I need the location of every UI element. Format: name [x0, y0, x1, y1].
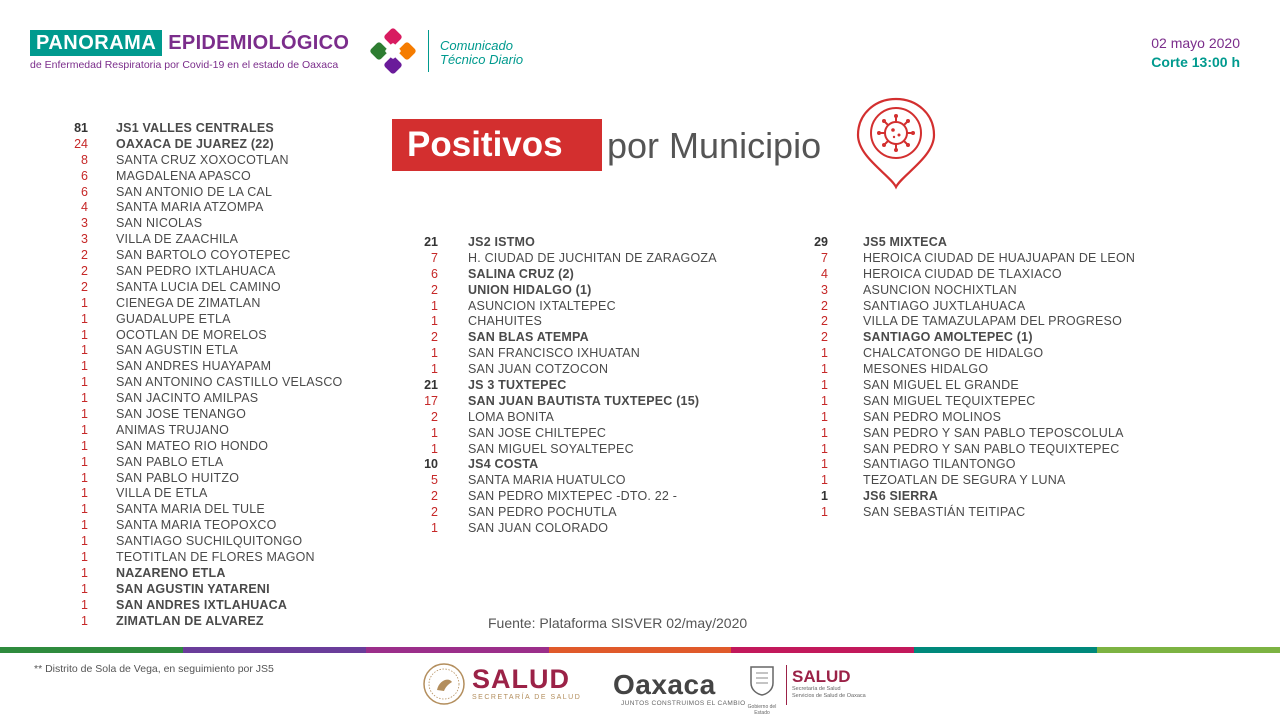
- case-count: 1: [431, 520, 438, 535]
- case-count: 1: [821, 505, 828, 520]
- municipio-name: SANTIAGO SUCHILQUITONGO: [116, 534, 303, 549]
- brand-subtitle: de Enfermedad Respiratoria por Covid-19 en el estado de Oaxaca: [30, 59, 339, 71]
- municipio-name: SAN ANTONINO CASTILLO VELASCO: [116, 375, 343, 390]
- stripe-segment: [366, 647, 549, 653]
- oaxaca-crest-icon: [745, 663, 779, 697]
- case-count: 2: [81, 263, 88, 278]
- municipio-row: [800, 329, 1135, 345]
- municipio-row: [60, 168, 342, 184]
- header-brand: [30, 30, 370, 71]
- comunicado-line2: Técnico Diario: [440, 52, 524, 67]
- municipio-row: [410, 298, 717, 314]
- municipio-row: [60, 517, 342, 533]
- municipio-name: SAN PEDRO IXTLAHUACA: [116, 263, 276, 278]
- municipio-row: [60, 215, 342, 231]
- municipio-name: CIENEGA DE ZIMATLAN: [116, 295, 261, 310]
- municipio-row: [410, 488, 717, 504]
- case-count: 10: [424, 457, 438, 472]
- municipio-name: SAN JUAN COLORADO: [468, 520, 609, 535]
- municipio-row: [60, 358, 342, 374]
- municipio-name: MESONES HIDALGO: [863, 362, 989, 377]
- case-count: 1: [81, 549, 88, 564]
- case-count: 21: [424, 234, 438, 249]
- municipio-name: H. CIUDAD DE JUCHITAN DE ZARAGOZA: [468, 250, 717, 265]
- municipio-name: SAN ANDRES HUAYAPAM: [116, 359, 272, 374]
- municipio-row: [800, 409, 1135, 425]
- district-row: [410, 456, 717, 472]
- case-count: 1: [81, 518, 88, 533]
- municipio-name: SAN ANTONIO DE LA CAL: [116, 184, 273, 199]
- municipio-name: CHALCATONGO DE HIDALGO: [863, 346, 1044, 361]
- case-count: 1: [81, 406, 88, 421]
- municipio-name: HEROICA CIUDAD DE HUAJUAPAN DE LEON: [863, 250, 1136, 265]
- case-count: 1: [81, 343, 88, 358]
- municipio-name: ASUNCION IXTALTEPEC: [468, 298, 616, 313]
- brand-title: [30, 30, 370, 56]
- municipio-row: [60, 184, 342, 200]
- case-count: 2: [431, 330, 438, 345]
- municipio-row: [800, 345, 1135, 361]
- municipio-name: SAN PEDRO Y SAN PABLO TEPOSCOLULA: [863, 425, 1124, 440]
- municipio-name: SAN SEBASTIÁN TEITIPAC: [863, 505, 1026, 520]
- stripe-segment: [0, 647, 183, 653]
- municipio-row: [60, 549, 342, 565]
- municipio-name: SAN JOSE TENANGO: [116, 406, 247, 421]
- municipio-row: [410, 441, 717, 457]
- municipio-row: [60, 470, 342, 486]
- municipio-name: VILLA DE ETLA: [116, 486, 208, 501]
- municipio-row: [60, 247, 342, 263]
- municipio-row: [800, 425, 1135, 441]
- municipio-name: TEZOATLAN DE SEGURA Y LUNA: [863, 473, 1066, 488]
- municipio-row: [410, 504, 717, 520]
- salud2-text: SALUD: [792, 667, 851, 686]
- mexico-seal-icon: [422, 662, 466, 706]
- municipio-row: [800, 361, 1135, 377]
- case-count: 1: [431, 425, 438, 440]
- case-count: 1: [431, 314, 438, 329]
- municipio-row: [60, 406, 342, 422]
- case-count: 1: [821, 393, 828, 408]
- case-count: 1: [81, 597, 88, 612]
- municipio-row: [800, 250, 1135, 266]
- municipio-row: [60, 390, 342, 406]
- municipio-row: [60, 565, 342, 581]
- comunicado-label: [440, 39, 523, 67]
- municipio-row: [410, 345, 717, 361]
- municipio-row: [410, 472, 717, 488]
- municipio-row: [800, 472, 1135, 488]
- municipio-name: ASUNCION NOCHIXTLAN: [863, 282, 1017, 297]
- case-count: 4: [821, 266, 828, 281]
- municipio-list-js2-js4: [410, 234, 717, 536]
- stripe-segment: [183, 647, 366, 653]
- case-count: 1: [821, 473, 828, 488]
- municipio-name: JS5 MIXTECA: [863, 234, 948, 249]
- municipio-row: [60, 438, 342, 454]
- municipio-name: JS1 VALLES CENTRALES: [116, 120, 274, 135]
- municipio-name: SAN PEDRO MOLINOS: [863, 409, 1002, 424]
- footer-divider: [786, 665, 787, 705]
- case-count: 1: [821, 425, 828, 440]
- header-divider: [428, 30, 429, 72]
- case-count: 1: [81, 470, 88, 485]
- oaxaca-slogan: JUNTOS CONSTRUIMOS EL CAMBIO: [621, 700, 746, 707]
- case-count: 7: [821, 250, 828, 265]
- municipio-row: [60, 374, 342, 390]
- case-count: 1: [431, 362, 438, 377]
- case-count: 5: [431, 473, 438, 488]
- municipio-name: SAN NICOLAS: [116, 216, 203, 231]
- municipio-name: SAN MIGUEL SOYALTEPEC: [468, 441, 634, 456]
- case-count: 3: [81, 232, 88, 247]
- municipio-row: [800, 313, 1135, 329]
- municipio-name: SAN JACINTO AMILPAS: [116, 391, 259, 406]
- case-count: 6: [81, 168, 88, 183]
- municipio-row: [60, 485, 342, 501]
- case-count: 1: [81, 375, 88, 390]
- report-date: [1151, 34, 1240, 72]
- municipio-name: NAZARENO ETLA: [116, 565, 226, 580]
- stripe-segment: [1097, 647, 1280, 653]
- municipio-name: VILLA DE TAMAZULAPAM DEL PROGRESO: [863, 314, 1122, 329]
- case-count: 3: [821, 282, 828, 297]
- municipio-name: SAN PEDRO POCHUTLA: [468, 505, 617, 520]
- municipio-row: [60, 533, 342, 549]
- case-count: 1: [821, 362, 828, 377]
- municipio-row: [800, 266, 1135, 282]
- oaxaca-logo: [613, 670, 746, 707]
- case-count: 2: [81, 279, 88, 294]
- municipio-row: [410, 361, 717, 377]
- municipio-row: [800, 456, 1135, 472]
- title-rest: por Municipio: [607, 125, 822, 166]
- municipio-name: SAN ANDRES IXTLAHUACA: [116, 597, 288, 612]
- case-count: 1: [431, 441, 438, 456]
- case-count: 1: [81, 565, 88, 580]
- municipio-list-js5-js6: [800, 234, 1135, 520]
- municipio-name: GUADALUPE ETLA: [116, 311, 231, 326]
- case-count: 1: [81, 613, 88, 628]
- gobierno-estado-logo: [745, 663, 779, 716]
- municipio-row: [410, 282, 717, 298]
- case-count: 1: [821, 377, 828, 392]
- municipio-row: [60, 422, 342, 438]
- municipio-name: SAN BLAS ATEMPA: [468, 330, 589, 345]
- municipio-name: SAN AGUSTIN YATARENI: [116, 581, 270, 596]
- brand-panorama: PANORAMA: [30, 30, 162, 56]
- case-count: 4: [81, 200, 88, 215]
- municipio-row: [800, 298, 1135, 314]
- case-count: 81: [74, 120, 88, 135]
- case-count: 8: [81, 152, 88, 167]
- municipio-name: SAN PABLO HUITZO: [116, 470, 240, 485]
- case-count: 1: [81, 422, 88, 437]
- municipio-name: SAN PABLO ETLA: [116, 454, 224, 469]
- municipio-name: LOMA BONITA: [468, 409, 555, 424]
- municipio-name: SALINA CRUZ (2): [468, 266, 575, 281]
- footnote: ** Distrito de Sola de Vega, en seguimiento por JS5: [34, 663, 274, 675]
- corte-text: Corte 13:00 h: [1151, 54, 1240, 70]
- municipio-name: SAN FRANCISCO IXHUATAN: [468, 346, 641, 361]
- municipio-name: VILLA DE ZAACHILA: [116, 232, 239, 247]
- case-count: 21: [424, 377, 438, 392]
- case-count: 1: [81, 486, 88, 501]
- stripe-segment: [731, 647, 914, 653]
- municipio-row: [60, 152, 342, 168]
- municipio-row: [60, 136, 342, 152]
- municipio-name: SAN MATEO RIO HONDO: [116, 438, 269, 453]
- case-count: 1: [431, 298, 438, 313]
- case-count: 17: [424, 393, 438, 408]
- municipio-row: [60, 263, 342, 279]
- municipio-row: [800, 393, 1135, 409]
- municipio-row: [410, 393, 717, 409]
- comunicado-line1: Comunicado: [440, 38, 513, 53]
- municipio-row: [60, 454, 342, 470]
- municipio-name: SAN MIGUEL EL GRANDE: [863, 377, 1019, 392]
- case-count: 2: [431, 505, 438, 520]
- municipio-row: [800, 441, 1135, 457]
- case-count: 7: [431, 250, 438, 265]
- municipio-name: SAN PEDRO Y SAN PABLO TEQUIXTEPEC: [863, 441, 1120, 456]
- municipio-row: [60, 295, 342, 311]
- case-count: 6: [431, 266, 438, 281]
- case-count: 1: [821, 457, 828, 472]
- municipio-name: JS 3 TUXTEPEC: [468, 377, 567, 392]
- panorama-logo-icon: [370, 28, 416, 74]
- municipio-row: [60, 501, 342, 517]
- municipio-list-js1: [60, 120, 342, 629]
- municipio-name: ZIMATLAN DE ALVAREZ: [116, 613, 264, 628]
- municipio-name: MAGDALENA APASCO: [116, 168, 251, 183]
- case-count: 2: [431, 282, 438, 297]
- municipio-row: [410, 313, 717, 329]
- district-row: [410, 377, 717, 393]
- district-row: [800, 234, 1135, 250]
- case-count: 1: [821, 441, 828, 456]
- municipio-name: SANTIAGO AMOLTEPEC (1): [863, 330, 1033, 345]
- date-text: 02 mayo 2020: [1151, 35, 1240, 51]
- case-count: 1: [431, 346, 438, 361]
- municipio-row: [60, 199, 342, 215]
- case-count: 1: [81, 295, 88, 310]
- municipio-name: SANTA MARIA TEOPOXCO: [116, 518, 277, 533]
- municipio-row: [410, 520, 717, 536]
- municipio-name: SANTIAGO TILANTONGO: [863, 457, 1016, 472]
- municipio-row: [60, 279, 342, 295]
- salud2-sub1: Secretaría de Salud: [792, 686, 841, 692]
- case-count: 29: [814, 234, 828, 249]
- municipio-name: SANTA MARIA HUATULCO: [468, 473, 626, 488]
- municipio-name: HEROICA CIUDAD DE TLAXIACO: [863, 266, 1062, 281]
- municipio-name: SAN PEDRO MIXTEPEC -DTO. 22 -: [468, 489, 678, 504]
- salud-federal-logo: [472, 664, 581, 701]
- source-note: Fuente: Plataforma SISVER 02/may/2020: [488, 615, 748, 631]
- municipio-row: [800, 377, 1135, 393]
- municipio-name: OCOTLAN DE MORELOS: [116, 327, 267, 342]
- case-count: 6: [81, 184, 88, 199]
- municipio-row: [60, 613, 342, 629]
- municipio-row: [60, 342, 342, 358]
- case-count: 1: [81, 581, 88, 596]
- case-count: 1: [81, 391, 88, 406]
- gobierno-caption: Gobierno del Estado: [747, 704, 777, 716]
- color-stripe: [0, 647, 1280, 653]
- municipio-row: [800, 504, 1135, 520]
- district-row: [60, 120, 342, 136]
- case-count: 1: [81, 438, 88, 453]
- stripe-segment: [914, 647, 1097, 653]
- municipio-row: [60, 597, 342, 613]
- municipio-row: [60, 311, 342, 327]
- salud-subtext: SECRETARÍA DE SALUD: [472, 694, 582, 701]
- municipio-name: JS4 COSTA: [468, 457, 539, 472]
- district-row: [410, 234, 717, 250]
- municipio-name: SAN JUAN COTZOCON: [468, 362, 609, 377]
- stripe-segment: [549, 647, 732, 653]
- municipio-name: OAXACA DE JUAREZ (22): [116, 136, 274, 151]
- case-count: 1: [81, 502, 88, 517]
- case-count: 2: [81, 248, 88, 263]
- municipio-row: [410, 329, 717, 345]
- brand-epidemiologico: EPIDEMIOLÓGICO: [168, 32, 350, 54]
- municipio-name: SANTA CRUZ XOXOCOTLAN: [116, 152, 289, 167]
- municipio-name: UNION HIDALGO (1): [468, 282, 592, 297]
- case-count: 1: [81, 359, 88, 374]
- title-highlight: Positivos: [392, 119, 602, 171]
- salud2-sub2: Servicios de Salud de Oaxaca: [792, 693, 866, 699]
- case-count: 1: [81, 311, 88, 326]
- municipio-row: [60, 581, 342, 597]
- municipio-row: [60, 231, 342, 247]
- oaxaca-text: Oaxaca: [613, 669, 716, 700]
- case-count: 1: [821, 409, 828, 424]
- municipio-name: TEOTITLAN DE FLORES MAGON: [116, 549, 315, 564]
- case-count: 1: [81, 534, 88, 549]
- municipio-name: SANTA LUCIA DEL CAMINO: [116, 279, 281, 294]
- case-count: 2: [431, 489, 438, 504]
- municipio-name: SANTIAGO JUXTLAHUACA: [863, 298, 1026, 313]
- municipio-name: ANIMAS TRUJANO: [116, 422, 229, 437]
- virus-location-pin-icon: [850, 95, 942, 191]
- case-count: 2: [821, 298, 828, 313]
- municipio-name: SANTA MARIA DEL TULE: [116, 502, 265, 517]
- case-count: 2: [821, 314, 828, 329]
- case-count: 1: [821, 346, 828, 361]
- case-count: 2: [821, 330, 828, 345]
- district-row: [800, 488, 1135, 504]
- municipio-name: JS6 SIERRA: [863, 489, 938, 504]
- municipio-name: CHAHUITES: [468, 314, 543, 329]
- municipio-row: [60, 327, 342, 343]
- municipio-name: SAN MIGUEL TEQUIXTEPEC: [863, 393, 1036, 408]
- case-count: 1: [81, 327, 88, 342]
- municipio-row: [800, 282, 1135, 298]
- municipio-name: SAN AGUSTIN ETLA: [116, 343, 238, 358]
- case-count: 3: [81, 216, 88, 231]
- case-count: 1: [821, 489, 828, 504]
- municipio-row: [410, 425, 717, 441]
- salud-oaxaca-logo: [792, 668, 866, 700]
- municipio-name: SANTA MARIA ATZOMPA: [116, 200, 264, 215]
- municipio-name: SAN JOSE CHILTEPEC: [468, 425, 607, 440]
- salud-text: SALUD: [472, 664, 570, 694]
- municipio-row: [410, 250, 717, 266]
- municipio-row: [410, 266, 717, 282]
- municipio-name: SAN BARTOLO COYOTEPEC: [116, 248, 291, 263]
- case-count: 1: [81, 454, 88, 469]
- municipio-name: SAN JUAN BAUTISTA TUXTEPEC (15): [468, 393, 700, 408]
- case-count: 24: [74, 136, 88, 151]
- case-count: 2: [431, 409, 438, 424]
- municipio-name: JS2 ISTMO: [468, 234, 536, 249]
- municipio-row: [410, 409, 717, 425]
